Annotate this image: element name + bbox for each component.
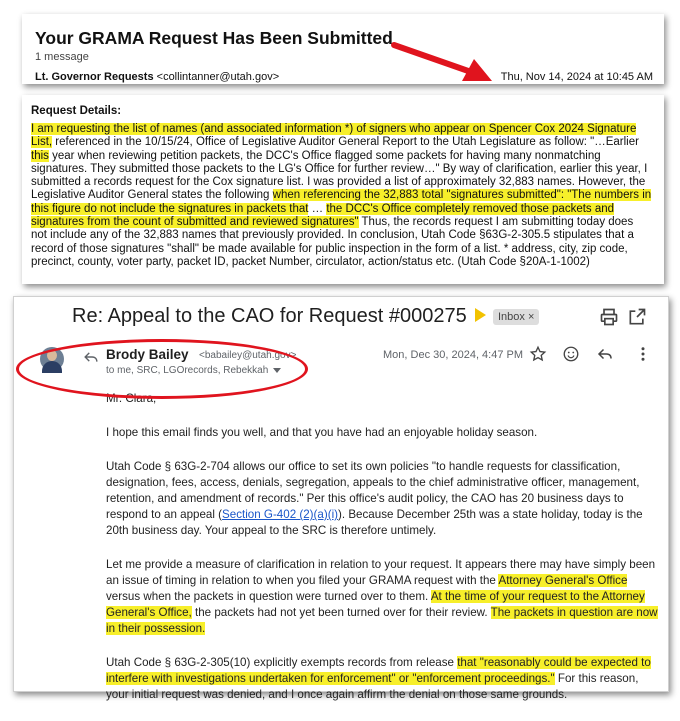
grama-email-header <box>22 14 664 84</box>
sender-email: <collintanner@utah.gov> <box>156 71 280 83</box>
paragraph-text: For this reason, your initial request was denied, and I once again affirm the denial on those same grounds. <box>106 672 639 701</box>
inbox-label-chip[interactable]: Inbox × <box>493 309 539 325</box>
print-icon[interactable] <box>599 307 619 327</box>
body-paragraph: I hope this email finds you well, and that you have had an enjoyable holiday season. <box>106 426 538 439</box>
request-details-heading: Request Details: <box>31 105 122 117</box>
recipients-text: to me, SRC, LGOrecords, Rebekkah <box>106 365 269 376</box>
text-line: this figure do not include the signatures in packets that <box>31 202 309 215</box>
annotation-arrow-icon <box>388 37 498 87</box>
text-line: when referencing the 32,883 total "signatures submitted": "The numbers in <box>272 189 652 202</box>
paragraph-text: versus when the packets in question were turned over to them. <box>106 590 431 603</box>
text-line: signatures. They submitted those packets to the LG's Office for further review…" By way of clarification, earlier this year, I <box>31 162 648 175</box>
email-subject: Re: Appeal to the CAO for Request #000275 <box>72 305 467 327</box>
paragraph-text: the packets had not yet been turned over for their review. <box>191 606 491 619</box>
body-paragraph <box>106 655 661 703</box>
email-body <box>106 391 661 721</box>
text-line: List, <box>31 136 53 149</box>
paragraph-text: Utah Code § 63G-2-305(10) explicitly exempts records from release <box>106 656 458 669</box>
highlighted-text: Attorney General's Office <box>498 574 628 587</box>
open-new-window-icon[interactable] <box>627 307 647 327</box>
text-line: year when reviewing petition packets, the DCC's Office flagged some packets for having many nonmatching <box>48 149 601 162</box>
email-date: Mon, Dec 30, 2024, 4:47 PM <box>383 349 524 361</box>
text-line: … <box>308 202 327 215</box>
policy-section-link[interactable]: Section G-402 (2)(a)(i) <box>222 508 339 521</box>
paragraph-text: ). Because December 25th was a state holiday, today is the 20th business day. Your appeal to the SRC is therefore untimely. <box>106 508 643 537</box>
annotation-circle <box>16 339 308 399</box>
sender-email: <babailey@utah.gov> <box>199 350 297 361</box>
emoji-icon[interactable] <box>562 345 580 363</box>
text-line: I am requesting the list of names (and associated information *) of signers who appear on Spencer Cox 2024 Signature <box>31 123 637 135</box>
more-vertical-icon[interactable] <box>634 345 652 363</box>
text-line: submitted a records request for the Cox signature list. I was provided a list of approximately 32,883 names. However, the <box>31 176 646 189</box>
text-line: signatures from the count of submitted and reviewed signatures" <box>31 216 359 229</box>
message-count: 1 message <box>35 51 89 63</box>
greeting: Mr. Clara, <box>106 392 157 405</box>
reply-icon[interactable] <box>596 345 614 363</box>
highlighted-text: The packets in question are now in their possession. <box>106 606 658 635</box>
request-details-panel <box>22 95 664 284</box>
sender-name[interactable]: Brody Bailey <box>106 347 189 362</box>
highlighted-text: that "reasonably could be expected to interfere with investigations undertaken for enforcement" or "enforcement proceedings." <box>106 656 651 685</box>
star-icon[interactable] <box>529 345 547 363</box>
sender-line <box>35 71 279 83</box>
paragraph-text: Let me provide a measure of clarification in relation to your request. It appears there may have simply been an issue of timing in relation to when you filed your GRAMA request with the <box>106 558 656 587</box>
text-line: record of those signatures "shall" be made available for public inspection in the form of a list. * address, city, zip code, <box>31 242 628 255</box>
email-date: Thu, Nov 14, 2024 at 10:45 AM <box>500 71 653 83</box>
text-line: Thus, the records request I am submitting today does <box>358 216 634 229</box>
highlighted-text: At the time of your request to the Attorney General's Office, <box>106 590 645 619</box>
text-line: the DCC's Office completely removed those packets and <box>326 202 615 215</box>
text-line: not include any of the 32,883 names that previously provided. In conclusion, Utah Code §63G-2-305.5 stipulates that a <box>31 229 634 242</box>
request-details-body <box>31 123 653 269</box>
text-line: Legislative Auditor General states the following <box>31 189 273 202</box>
body-paragraph <box>106 557 661 637</box>
text-line: this <box>31 149 49 162</box>
email-subject: Your GRAMA Request Has Been Submitted <box>35 28 393 48</box>
sender-name[interactable]: Lt. Governor Requests <box>35 71 154 83</box>
importance-marker-icon[interactable] <box>475 308 486 322</box>
paragraph-text: Utah Code § 63G-2-704 allows our office to set its own policies "to handle requests for classification, designation, fees, access, denials, segregation, appeals to the chief administrative officer, management, retention, and amendment of records." Per this office's audit policy, the CAO has 20 business days to respond to an appeal ( <box>106 460 640 521</box>
text-line: precinct, county, voter party, packet ID, packet Number, circulator, action/status etc. (Utah Code §20A-1-1002) <box>31 255 590 268</box>
body-paragraph <box>106 459 661 539</box>
text-line: referenced in the 10/15/24, Office of Legislative Auditor General Report to the Utah Legislature as follow: "…Earlier <box>52 136 639 149</box>
